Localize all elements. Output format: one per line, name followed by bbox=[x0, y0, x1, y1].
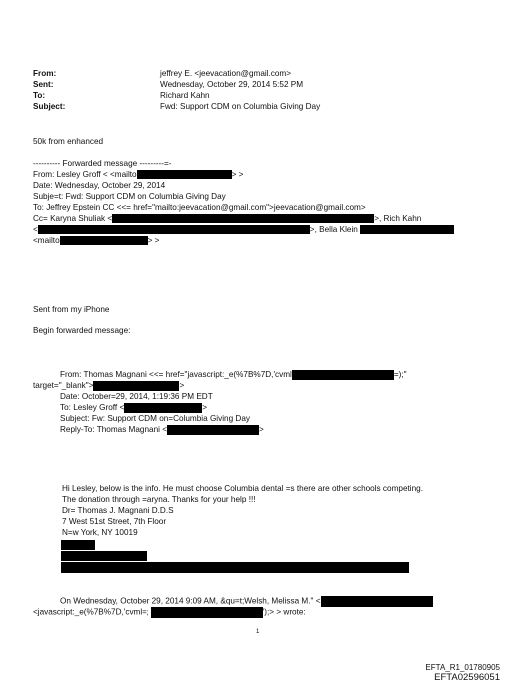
quote-line-1 bbox=[60, 596, 433, 607]
to-label: To: bbox=[33, 91, 46, 100]
redaction-box bbox=[151, 607, 263, 618]
forward2-from-line bbox=[60, 370, 407, 381]
message-line-4: 7 West 51st Street, 7th Floor bbox=[62, 517, 167, 526]
quote-line2-mid: =; bbox=[142, 607, 149, 617]
redaction-box bbox=[292, 370, 394, 380]
forward-marker: ---------- Forwarded message ---------=- bbox=[33, 159, 172, 168]
redaction-box bbox=[321, 596, 433, 607]
forward1-line2 bbox=[33, 225, 454, 235]
message-line-1: Hi Lesley, below is the info. He must choose Columbia dental =s there are other schools competing. bbox=[62, 484, 423, 493]
redaction-box bbox=[61, 540, 95, 550]
footer-id-1: EFTA_R1_01780905 bbox=[425, 663, 500, 672]
redaction-box bbox=[38, 225, 310, 234]
redaction-box bbox=[112, 214, 374, 223]
sent-label: Sent: bbox=[33, 80, 54, 89]
redaction-box bbox=[360, 225, 454, 234]
forward2-reply-line bbox=[60, 425, 264, 436]
quote-line2-prefix: <javascript:_e(%7B%7D,'cvml bbox=[33, 607, 143, 617]
forward2-reply-suffix: > bbox=[259, 425, 264, 435]
body-note: 50k from enhanced bbox=[33, 137, 104, 146]
redaction-box bbox=[124, 403, 202, 413]
sent-from: Sent from my iPhone bbox=[33, 305, 110, 314]
to-value: Richard Kahn bbox=[160, 91, 210, 100]
sent-value: Wednesday, October 29, 2014 5:52 PM bbox=[160, 80, 304, 89]
quote-line2-suffix: ');> > wrote: bbox=[262, 607, 306, 617]
forward1-to: To: Jeffrey Epstein CC <<= href="mailto:jeevacation@gmail.com">jeevacation@gmail.com> bbox=[33, 203, 366, 212]
forward1-line3-prefix: <mailto bbox=[33, 236, 60, 245]
subject-value: Fwd: Support CDM on Columbia Giving Day bbox=[160, 102, 321, 111]
forward2-target-prefix: target="_blank"> bbox=[33, 381, 94, 391]
redaction-box bbox=[167, 425, 259, 435]
forward2-from-suffix: =);" bbox=[393, 370, 407, 380]
quote-line1-prefix: On Wednesday, October 29, 2014 9:09 AM, &qu=t;Welsh, Melissa M." < bbox=[60, 596, 321, 606]
redaction-box bbox=[61, 551, 147, 561]
redaction-box bbox=[60, 236, 148, 245]
forward2-subject: Subject: Fw: Support CDM on=Columbia Giving Day bbox=[60, 414, 250, 423]
forward2-target-suffix: > bbox=[179, 381, 185, 391]
redaction-box bbox=[93, 381, 179, 391]
forward2-target-line bbox=[33, 381, 184, 392]
forward2-from-prefix: From: Thomas Magnani <<= href="javascript:_e(%7B%7D,'cvml bbox=[60, 370, 292, 380]
forward1-cc-prefix: Cc= Karyna Shuliak < bbox=[33, 214, 113, 223]
forward2-to-line bbox=[60, 403, 207, 414]
forward1-subject: Subje=t: Fwd: Support CDM on Columbia Giving Day bbox=[33, 192, 226, 201]
forward2-to-suffix: > bbox=[202, 403, 208, 413]
from-value: jeffrey E. <jeevacation@gmail.com> bbox=[160, 69, 292, 78]
message-line-2: The donation through =aryna. Thanks for your help !!! bbox=[62, 495, 256, 504]
quote-line-2 bbox=[33, 607, 306, 618]
redaction-box bbox=[61, 562, 409, 573]
forward1-cc-suffix: >, Rich Kahn bbox=[374, 214, 422, 223]
forward1-from-line bbox=[33, 170, 243, 180]
forward1-line2-prefix: < bbox=[33, 225, 38, 234]
forward1-from-prefix: From: Lesley Groff < <mailto bbox=[33, 170, 137, 179]
footer-id-2: EFTA02596051 bbox=[434, 672, 500, 683]
message-line-5: N=w York, NY 10019 bbox=[62, 528, 138, 537]
forward2-reply-prefix: Reply-To: Thomas Magnani < bbox=[60, 425, 168, 435]
forward1-from-suffix: > > bbox=[231, 170, 244, 179]
forward1-line3-suffix: > > bbox=[147, 236, 160, 245]
forward1-line2-suffix: >, Bella Klein bbox=[309, 225, 358, 234]
begin-forwarded: Begin forwarded message: bbox=[33, 326, 131, 335]
forward2-to-prefix: To: Lesley Groff < bbox=[60, 403, 125, 413]
forward1-date: Date: Wednesday, October 29, 2014 bbox=[33, 181, 166, 190]
page-number: 1 bbox=[256, 629, 260, 635]
forward1-line3 bbox=[33, 236, 159, 246]
redaction-box bbox=[137, 170, 232, 179]
subject-label: Subject: bbox=[33, 102, 66, 111]
forward1-cc-line bbox=[33, 214, 421, 224]
from-label: From: bbox=[33, 69, 57, 78]
forward2-date: Date: October=29, 2014, 1:19:36 PM EDT bbox=[60, 392, 213, 401]
message-line-3: Dr= Thomas J. Magnani D.D.S bbox=[62, 506, 174, 515]
